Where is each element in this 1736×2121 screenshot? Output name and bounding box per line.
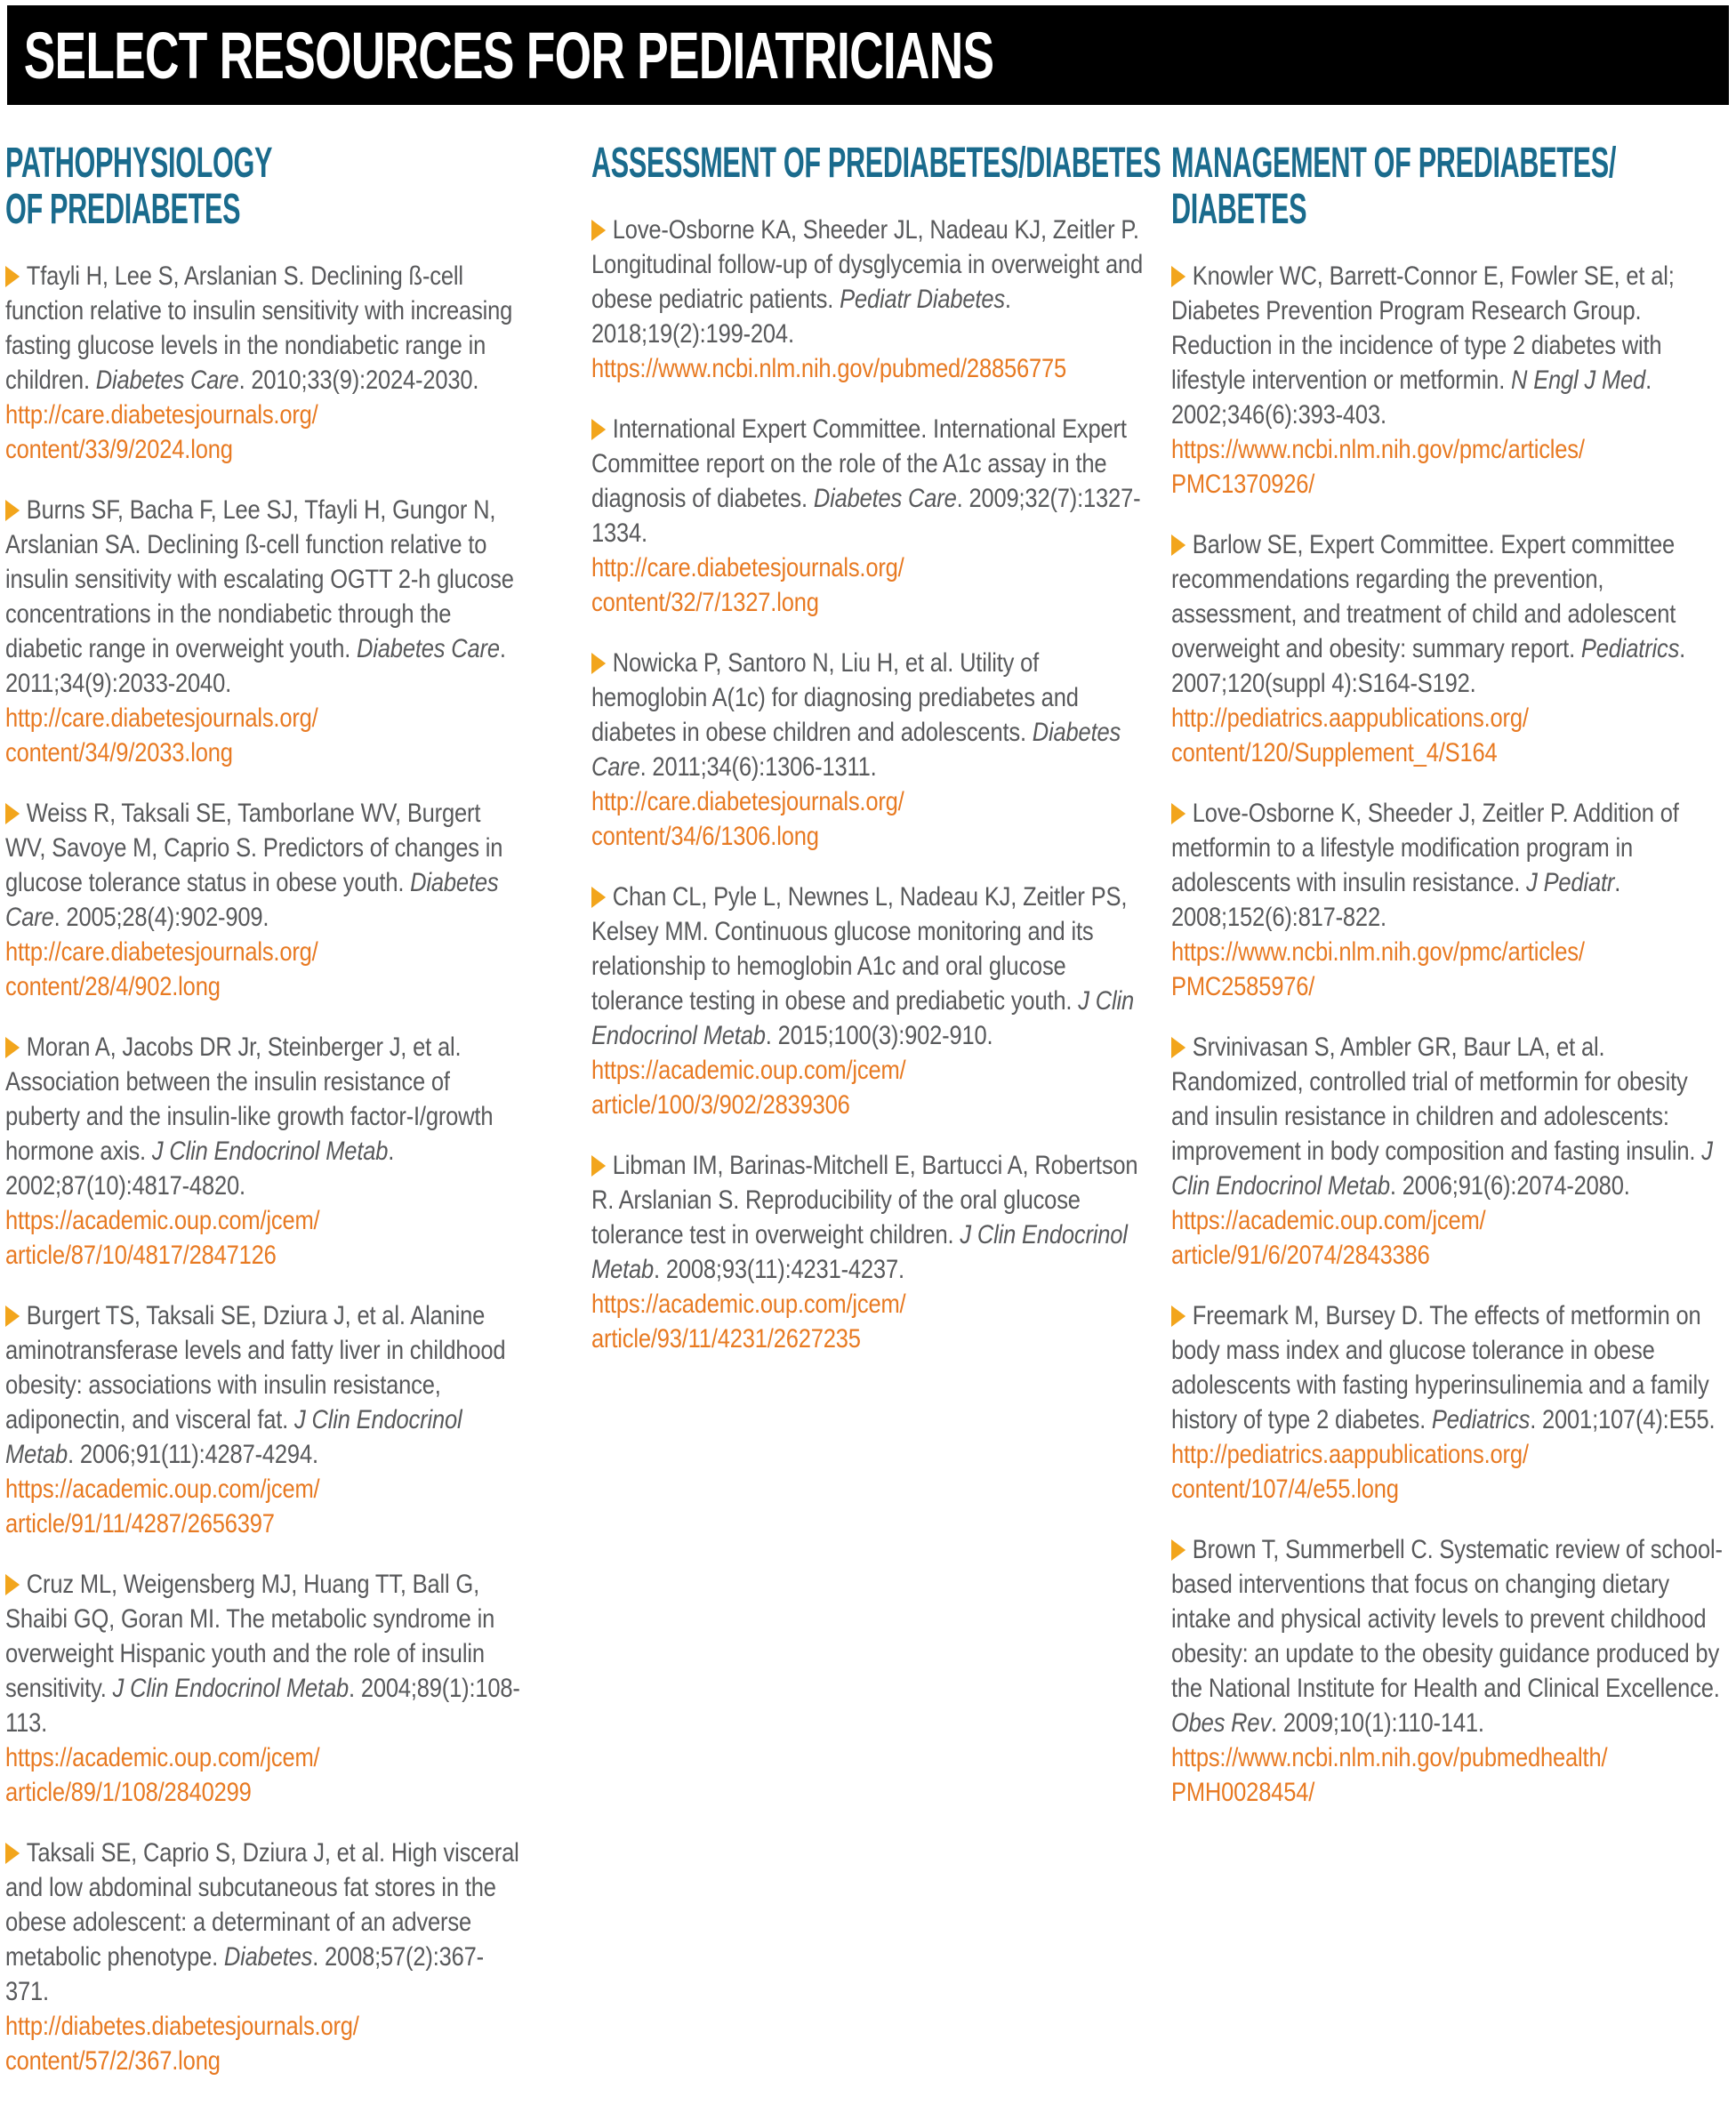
citation-text <box>591 646 1146 784</box>
citation-segment: . 2011;34(9):2033-2040. <box>5 634 506 698</box>
reference-item <box>1171 527 1729 770</box>
citation-text <box>5 1836 526 2009</box>
journal-name: J Clin Endocrinol Metab <box>112 1674 349 1703</box>
reference-link[interactable] <box>1171 1437 1729 1506</box>
reference-link-line[interactable]: article/89/1/108/2840299 <box>5 1778 252 1807</box>
reference-link[interactable] <box>591 351 1146 386</box>
reference-item <box>591 213 1146 386</box>
reference-item <box>5 1836 526 2078</box>
reference-link-line[interactable]: https://academic.oup.com/jcem/ <box>591 1289 906 1319</box>
citation-text <box>591 1148 1146 1287</box>
citation-segment: Cruz ML, Weigensberg MJ, Huang TT, Ball G, Shaibi GQ, Goran MI. The metabolic syndrome in overweight Hispanic youth and the role of insulin sensitivity. <box>5 1570 495 1703</box>
bullet-arrow-icon <box>5 1037 20 1058</box>
journal-name: Diabetes Care <box>5 868 499 932</box>
reference-link-line[interactable]: content/34/9/2033.long <box>5 738 233 767</box>
reference-link-line[interactable]: https://academic.oup.com/jcem/ <box>5 1206 320 1235</box>
reference-link-line[interactable]: content/57/2/367.long <box>5 2046 221 2076</box>
citation-segment: . 2010;33(9):2024-2030. <box>238 366 479 395</box>
reference-link-line[interactable]: PMC1370926/ <box>1171 470 1315 499</box>
journal-name: Diabetes Care <box>357 634 500 663</box>
citation-segment: . 2015;100(3):902-910. <box>765 1021 993 1050</box>
reference-link-line[interactable]: https://www.ncbi.nlm.nih.gov/pubmed/28856775 <box>591 354 1067 383</box>
journal-name: Diabetes Care <box>813 484 957 513</box>
reference-item <box>5 1030 526 1273</box>
citation-text <box>1171 1532 1729 1740</box>
reference-item <box>591 1148 1146 1356</box>
reference-item <box>1171 259 1729 502</box>
reference-link-line[interactable]: https://academic.oup.com/jcem/ <box>5 1474 320 1504</box>
citation-text <box>1171 1298 1729 1437</box>
journal-name: Diabetes Care <box>95 366 239 395</box>
section-heading-line: OF PREDIABETES <box>5 186 241 233</box>
bullet-arrow-icon <box>1171 803 1185 824</box>
reference-link[interactable] <box>5 1472 526 1541</box>
header-bar <box>7 5 1729 105</box>
reference-link-line[interactable]: content/34/6/1306.long <box>591 822 819 851</box>
citation-segment: Love-Osborne K, Sheeder J, Zeitler P. Addition of metformin to a lifestyle modification program in adolescents with insulin resistance. <box>1171 799 1679 897</box>
reference-link[interactable] <box>5 1203 526 1273</box>
journal-name: Pediatrics <box>1431 1405 1531 1434</box>
citation-segment: . 2011;34(6):1306-1311. <box>639 752 877 782</box>
reference-link[interactable] <box>1171 1203 1729 1273</box>
reference-link-line[interactable]: http://pediatrics.aappublications.org/ <box>1171 1440 1529 1469</box>
reference-item <box>5 1567 526 1810</box>
reference-link-line[interactable]: https://academic.oup.com/jcem/ <box>5 1743 320 1772</box>
reference-link-line[interactable]: article/87/10/4817/2847126 <box>5 1241 277 1270</box>
journal-name: Pediatr Diabetes <box>840 285 1005 314</box>
reference-link[interactable] <box>1171 1740 1729 1810</box>
citation-segment: Tfayli H, Lee S, Arslanian S. Declining ß-cell function relative to insulin sensitivity with increasing fasting glucose levels in the nondiabetic range in children. <box>5 261 513 395</box>
citation-text <box>1171 1030 1729 1203</box>
citation-segment: . 2008;152(6):817-822. <box>1171 868 1621 932</box>
reference-item <box>5 796 526 1004</box>
section-heading <box>5 141 396 233</box>
citation-segment: Chan CL, Pyle L, Newnes L, Nadeau KJ, Zeitler PS, Kelsey MM. Continuous glucose monitoring and its relationship to hemoglobin A1c and oral glucose tolerance testing in obese and prediabetic youth. <box>591 882 1128 1016</box>
citation-segment: . 2004;89(1):108-113. <box>5 1674 520 1738</box>
reference-link-line[interactable]: http://care.diabetesjournals.org/ <box>5 703 318 733</box>
citation-text <box>5 1567 526 1740</box>
reference-link-line[interactable]: http://care.diabetesjournals.org/ <box>5 937 318 967</box>
bullet-arrow-icon <box>1171 1037 1185 1058</box>
journal-name: J Pediatr <box>1526 868 1615 897</box>
journal-name: J Clin Endocrinol Metab <box>151 1137 389 1166</box>
citation-segment: Knowler WC, Barrett-Connor E, Fowler SE, et al; Diabetes Prevention Program Research Group. Reduction in the incidence of type 2 diabetes with lifestyle intervention or metformin. <box>1171 261 1675 395</box>
bullet-arrow-icon <box>591 419 606 440</box>
citation-segment: . 2005;28(4):902-909. <box>53 903 269 932</box>
citation-text <box>5 1298 526 1472</box>
reference-link-line[interactable]: http://pediatrics.aappublications.org/ <box>1171 703 1529 733</box>
citation-segment: Burgert TS, Taksali SE, Dziura J, et al. Alanine aminotransferase levels and fatty liver in childhood obesity: associations with insulin resistance, adiponectin, and visceral fat. <box>5 1301 506 1434</box>
reference-link-line[interactable]: article/91/11/4287/2656397 <box>5 1509 275 1539</box>
citation-segment: . 2002;87(10):4817-4820. <box>5 1137 395 1201</box>
reference-link-line[interactable]: https://www.ncbi.nlm.nih.gov/pubmedhealth/ <box>1171 1743 1608 1772</box>
citation-segment: . 2008;93(11):4231-4237. <box>654 1255 904 1284</box>
journal-name: Pediatrics <box>1580 634 1680 663</box>
journal-name: J Clin Endocrinol Metab <box>591 986 1134 1050</box>
citation-text <box>5 259 526 398</box>
bullet-arrow-icon <box>591 887 606 908</box>
citation-segment: . 2008;57(2):367-371. <box>5 1942 484 2006</box>
citation-text <box>5 796 526 935</box>
citation-segment: . 2007;120(suppl 4):S164-S192. <box>1171 634 1686 698</box>
journal-name: Obes Rev <box>1171 1708 1272 1738</box>
reference-link-line[interactable]: https://www.ncbi.nlm.nih.gov/pmc/articles/ <box>1171 435 1585 464</box>
reference-link-line[interactable]: article/91/6/2074/2843386 <box>1171 1241 1430 1270</box>
reference-link[interactable] <box>5 398 526 467</box>
citation-segment: Moran A, Jacobs DR Jr, Steinberger J, et al. Association between the insulin resistance of puberty and the insulin-like growth factor-I/growth hormone axis. <box>5 1032 494 1166</box>
reference-link-line[interactable]: http://care.diabetesjournals.org/ <box>5 400 318 430</box>
journal-name: N Engl J Med <box>1511 366 1646 395</box>
bullet-arrow-icon <box>1171 1306 1185 1327</box>
bullet-arrow-icon <box>591 220 606 241</box>
reference-link[interactable] <box>5 701 526 770</box>
section-heading-line: MANAGEMENT OF PREDIABETES/ <box>1171 140 1617 187</box>
citation-segment: Weiss R, Taksali SE, Tamborlane WV, Burgert WV, Savoye M, Caprio S. Predictors of changes in glucose tolerance status in obese youth. <box>5 799 503 897</box>
bullet-arrow-icon <box>1171 266 1185 287</box>
reference-item <box>591 646 1146 854</box>
citation-segment: Barlow SE, Expert Committee. Expert committee recommendations regarding the prevention, assessment, and treatment of child and adolescent overweight and obesity: summary report. <box>1171 530 1676 663</box>
bullet-arrow-icon <box>1171 534 1185 556</box>
citation-segment: Nowicka P, Santoro N, Liu H, et al. Utility of hemoglobin A(1c) for diagnosing prediabetes and diabetes in obese children and adolescents. <box>591 648 1079 747</box>
reference-link[interactable] <box>591 550 1146 620</box>
reference-link-line[interactable]: article/93/11/4231/2627235 <box>591 1324 861 1354</box>
section-heading <box>1171 140 1617 233</box>
citation-segment: International Expert Committee. International Expert Committee report on the role of the A1c assay in the diagnosis of diabetes. <box>591 414 1127 513</box>
reference-item <box>5 259 526 467</box>
reference-link-line[interactable]: http://care.diabetesjournals.org/ <box>591 553 904 582</box>
citation-segment: Taksali SE, Caprio S, Dziura J, et al. High visceral and low abdominal subcutaneous fat stores in the obese adolescent: a determinant of an adverse metabolic phenotype. <box>5 1838 519 1972</box>
section-heading-line: DIABETES <box>1171 186 1307 233</box>
bullet-arrow-icon <box>5 1306 20 1327</box>
bullet-arrow-icon <box>1171 1539 1185 1561</box>
bullet-arrow-icon <box>5 1843 20 1864</box>
citation-segment: Freemark M, Bursey D. The effects of metformin on body mass index and glucose tolerance in obese adolescents with fasting hyperinsulinemia and a family history of type 2 diabetes. <box>1171 1301 1709 1434</box>
citation-text <box>5 1030 526 1203</box>
journal-name: Diabetes <box>223 1942 313 1972</box>
journal-name: J Clin Endocrinol Metab <box>5 1405 462 1469</box>
citation-text <box>591 412 1146 550</box>
citation-segment: Love-Osborne KA, Sheeder JL, Nadeau KJ, Zeitler P. Longitudinal follow-up of dysglycemia in overweight and obese pediatric patients. <box>591 215 1144 314</box>
reference-link-line[interactable]: content/120/Supplement_4/S164 <box>1171 738 1498 767</box>
reference-link[interactable] <box>1171 701 1729 770</box>
reference-link-line[interactable]: content/32/7/1327.long <box>591 588 819 617</box>
resource-columns <box>5 141 1729 2078</box>
reference-link[interactable] <box>591 1053 1146 1122</box>
reference-item <box>1171 1532 1729 1810</box>
citation-text <box>591 213 1146 351</box>
reference-link-line[interactable]: content/28/4/902.long <box>5 972 221 1001</box>
bullet-arrow-icon <box>591 653 606 674</box>
reference-link[interactable] <box>1171 432 1729 502</box>
journal-name: Diabetes Care <box>591 718 1121 782</box>
page-title: SELECT RESOURCES FOR PEDIATRICIANS <box>23 18 994 92</box>
citation-text <box>591 880 1146 1053</box>
reference-link-line[interactable]: content/107/4/e55.long <box>1171 1474 1399 1504</box>
reference-item <box>5 493 526 770</box>
reference-link-line[interactable]: PMH0028454/ <box>1171 1778 1315 1807</box>
bullet-arrow-icon <box>5 1574 20 1595</box>
citation-segment: . 2002;346(6):393-403. <box>1171 366 1652 430</box>
citation-text <box>1171 527 1729 701</box>
citation-segment: . 2006;91(11):4287-4294. <box>68 1440 318 1469</box>
reference-item <box>591 880 1146 1122</box>
reference-link[interactable] <box>5 1740 526 1810</box>
bullet-arrow-icon <box>591 1155 606 1177</box>
citation-text <box>1171 259 1729 432</box>
reference-link[interactable] <box>591 1287 1146 1356</box>
citation-segment: . 2018;19(2):199-204. <box>591 285 1011 349</box>
bullet-arrow-icon <box>5 803 20 824</box>
reference-link[interactable] <box>5 935 526 1004</box>
section-heading-line: PATHOPHYSIOLOGY <box>5 140 273 187</box>
citation-segment: Burns SF, Bacha F, Lee SJ, Tfayli H, Gungor N, Arslanian SA. Declining ß-cell function relative to insulin sensitivity with escalating OGTT 2-h glucose concentrations in the nondiabetic through the diabetic range in overweight youth. <box>5 495 514 663</box>
reference-link-line[interactable]: https://www.ncbi.nlm.nih.gov/pmc/articles/ <box>1171 937 1585 967</box>
reference-item <box>591 412 1146 620</box>
citation-text <box>5 493 526 701</box>
citation-text <box>1171 796 1729 935</box>
bullet-arrow-icon <box>5 266 20 287</box>
reference-item <box>5 1298 526 1541</box>
section-column-pathophysiology <box>5 141 526 2078</box>
citation-segment: Srvinivasan S, Ambler GR, Baur LA, et al. Randomized, controlled trial of metformin for obesity and insulin resistance in children and adolescents: improvement in body composition and fasting insulin. <box>1171 1032 1702 1166</box>
reference-link[interactable] <box>591 784 1146 854</box>
section-column-management <box>1171 141 1729 1810</box>
reference-item <box>1171 796 1729 1004</box>
reference-link[interactable] <box>5 2009 526 2078</box>
reference-item <box>1171 1030 1729 1273</box>
reference-link[interactable] <box>1171 935 1729 1004</box>
reference-link-line[interactable]: article/100/3/902/2839306 <box>591 1090 850 1120</box>
reference-link-line[interactable]: content/33/9/2024.long <box>5 435 233 464</box>
section-column-assessment <box>591 140 1161 1356</box>
section-heading <box>591 140 1161 187</box>
journal-name: J Clin Endocrinol Metab <box>1171 1137 1713 1201</box>
reference-link-line[interactable]: PMC2585976/ <box>1171 972 1315 1001</box>
citation-segment: Brown T, Summerbell C. Systematic review of school-based interventions that focus on changing dietary intake and physical activity levels to prevent childhood obesity: an update to the obesity guidance produced by the National Institute for Health and Clinical Excellence. <box>1171 1535 1723 1703</box>
reference-link-line[interactable]: https://academic.oup.com/jcem/ <box>591 1056 906 1085</box>
reference-item <box>1171 1298 1729 1506</box>
citation-segment: Libman IM, Barinas-Mitchell E, Bartucci A, Robertson R. Arslanian S. Reproducibility of the oral glucose tolerance test in overweight children. <box>591 1151 1138 1249</box>
reference-link-line[interactable]: http://care.diabetesjournals.org/ <box>591 787 904 816</box>
citation-segment: . 2009;10(1):110-141. <box>1271 1708 1484 1738</box>
journal-name: J Clin Endocrinol Metab <box>591 1220 1128 1284</box>
section-heading-line: ASSESSMENT OF PREDIABETES/DIABETES <box>591 140 1161 187</box>
reference-link-line[interactable]: http://diabetes.diabetesjournals.org/ <box>5 2012 359 2041</box>
citation-segment: . 2001;107(4):E55. <box>1530 1405 1716 1434</box>
citation-segment: . 2009;32(7):1327-1334. <box>591 484 1141 548</box>
citation-segment: . 2006;91(6):2074-2080. <box>1389 1171 1630 1201</box>
reference-link-line[interactable]: https://academic.oup.com/jcem/ <box>1171 1206 1486 1235</box>
bullet-arrow-icon <box>5 500 20 521</box>
